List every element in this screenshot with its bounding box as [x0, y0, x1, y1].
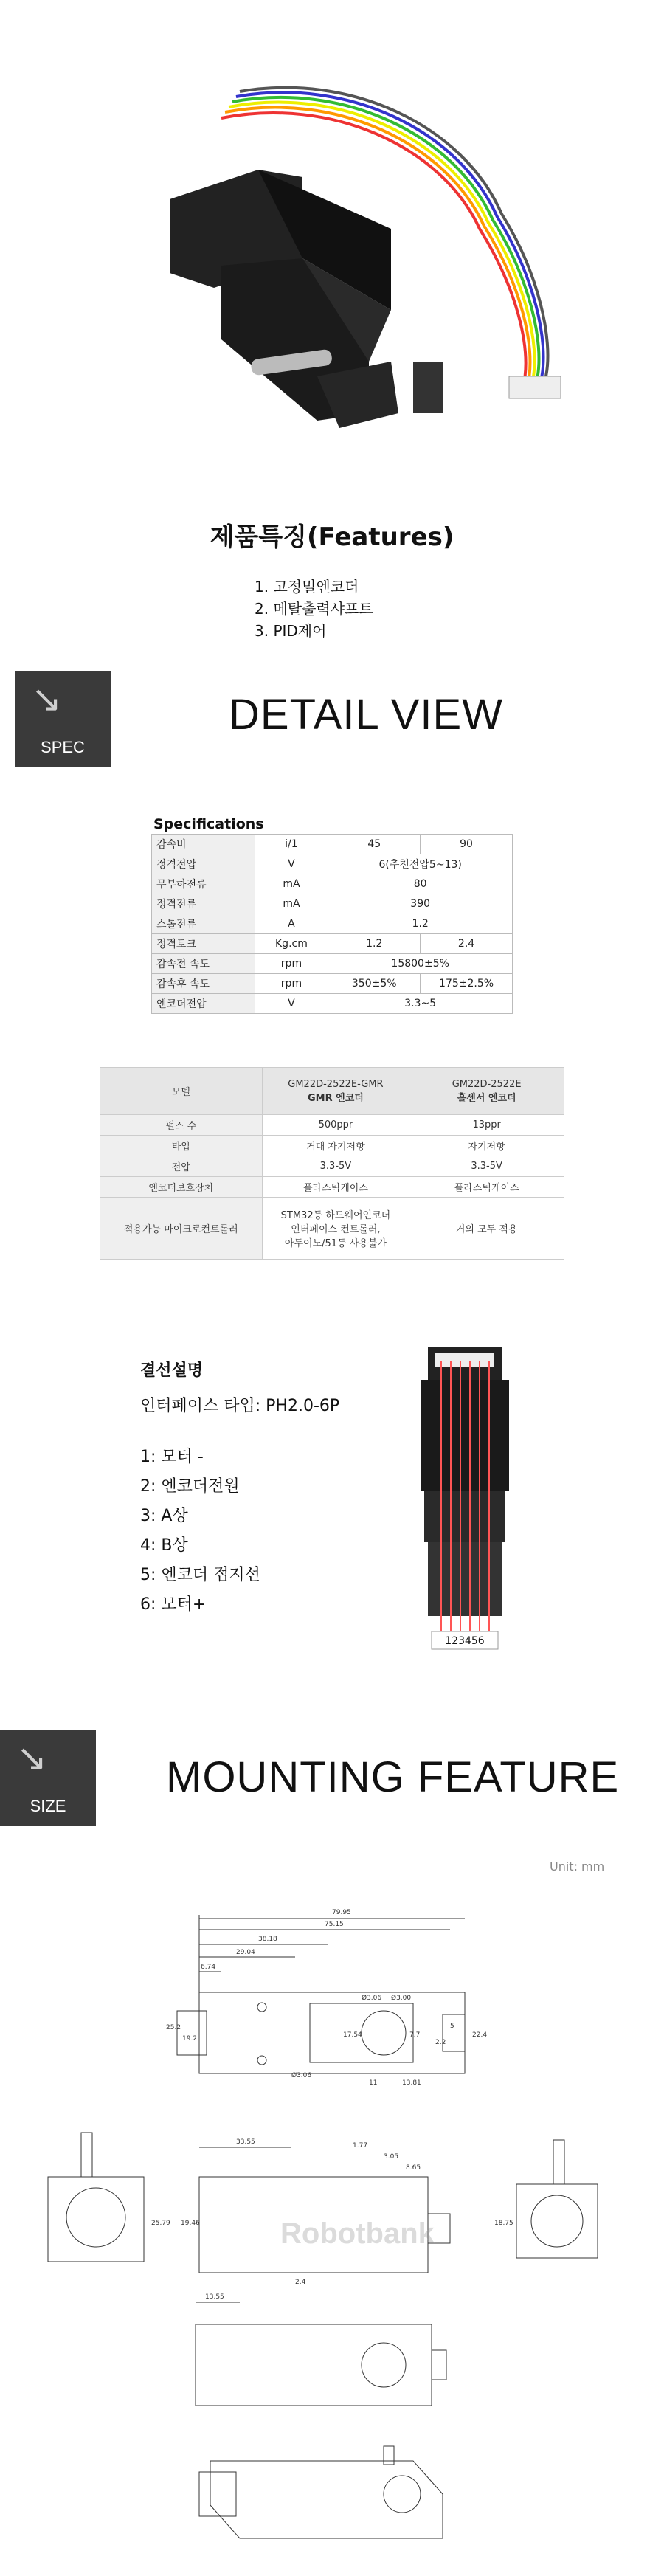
watermark: Robotbank: [280, 2217, 435, 2250]
cell: 90: [421, 835, 513, 854]
table-row: [100, 1115, 564, 1136]
pin-item: 3: A상: [140, 1507, 188, 1525]
cell: A: [255, 914, 328, 934]
cell: 3.3-5V: [409, 1156, 564, 1177]
wiring-title: 결선설명: [140, 1361, 204, 1380]
dim-label: 2.4: [295, 2279, 306, 2286]
pin-list: [140, 1443, 260, 1620]
table-row: [152, 994, 513, 1014]
row-label: 적용가능 마이크로컨트롤러: [100, 1198, 263, 1260]
col-gmr: [262, 1068, 409, 1115]
table-row: [152, 934, 513, 954]
cell: 80: [328, 874, 513, 894]
cell: 스톨전류: [152, 914, 255, 934]
cell: V: [255, 994, 328, 1014]
size-badge-label: SIZE: [30, 1797, 66, 1815]
table-row: [152, 874, 513, 894]
table-row: [152, 974, 513, 994]
arrow-down-right-icon: ↘: [31, 677, 62, 720]
cell: 감속전 속도: [152, 954, 255, 974]
hall-label: 홀센서 엔코더: [457, 1092, 516, 1104]
cell-line: STM32등 하드웨어인코더: [280, 1210, 391, 1221]
dim-label: 79.95: [332, 1909, 351, 1916]
pin-item: 6: 모터+: [140, 1595, 207, 1614]
table-row: [152, 954, 513, 974]
cell: 정격전류: [152, 894, 255, 914]
dim-label: 1.77: [353, 2142, 368, 2149]
dim-label: 75.15: [325, 1921, 344, 1928]
specifications-table: [151, 834, 513, 1014]
cell: 플라스틱케이스: [262, 1177, 409, 1198]
dim-label: 33.55: [236, 2138, 255, 2146]
cell: rpm: [255, 954, 328, 974]
cell: rpm: [255, 974, 328, 994]
dim-label: 2.2: [435, 2039, 446, 2046]
dim-label: 7.7: [409, 2031, 421, 2039]
cell: 엔코더전압: [152, 994, 255, 1014]
dim-label: 8.65: [406, 2164, 421, 2172]
table-row: [152, 835, 513, 854]
cell: 2.4: [421, 934, 513, 954]
cell: 플라스틱케이스: [409, 1177, 564, 1198]
cell: 정격전압: [152, 854, 255, 874]
col-model: 모델: [100, 1068, 263, 1115]
cell: 3.3~5: [328, 994, 513, 1014]
cell: mA: [255, 874, 328, 894]
features-list: [255, 576, 373, 642]
gmr-label: GMR 엔코더: [308, 1092, 364, 1104]
specifications-heading: Specifications: [153, 816, 264, 832]
cell: 6(추천전압5~13): [328, 854, 513, 874]
cell: Kg.cm: [255, 934, 328, 954]
dim-label: 3.05: [384, 2153, 399, 2161]
row-label: 전압: [100, 1156, 263, 1177]
dim-label: Ø3.06: [291, 2072, 312, 2079]
dim-label: 25.79: [151, 2220, 170, 2227]
encoder-comparison-table: [100, 1067, 564, 1260]
dim-label: 38.18: [258, 1936, 277, 1943]
connector-pinout-photo: [413, 1339, 516, 1657]
cell: 거의 모두 적용: [409, 1198, 564, 1260]
cell: i/1: [255, 835, 328, 854]
dim-label: 6.74: [201, 1964, 216, 1971]
dim-label: 17.54: [343, 2031, 362, 2039]
dim-label: 19.46: [181, 2220, 200, 2227]
product-photo: [148, 66, 605, 450]
cell: [262, 1198, 409, 1260]
dim-label: 11: [369, 2079, 378, 2087]
spec-badge: [15, 671, 111, 767]
hall-model: GM22D-2522E: [452, 1078, 522, 1090]
table-row: [152, 914, 513, 934]
pin-item: 4: B상: [140, 1536, 188, 1555]
cell: V: [255, 854, 328, 874]
cell: 500ppr: [262, 1115, 409, 1136]
feature-item: 2. 메탈출력샤프트: [255, 600, 373, 618]
cell: 175±2.5%: [421, 974, 513, 994]
table-row: [152, 894, 513, 914]
unit-label: Unit: mm: [550, 1860, 605, 1874]
table-row: [100, 1198, 564, 1260]
cell: 390: [328, 894, 513, 914]
cell: 정격토크: [152, 934, 255, 954]
cell: 무부하전류: [152, 874, 255, 894]
table-row: [100, 1136, 564, 1156]
cell: mA: [255, 894, 328, 914]
arrow-down-right-icon: ↘: [16, 1736, 47, 1779]
dim-label: 25.2: [166, 2024, 181, 2031]
cell: 350±5%: [328, 974, 421, 994]
cell: 1.2: [328, 934, 421, 954]
col-hall: [409, 1068, 564, 1115]
interface-type: 인터페이스 타입: PH2.0-6P: [140, 1397, 340, 1415]
table-row: [152, 854, 513, 874]
cell: 1.2: [328, 914, 513, 934]
dim-label: 18.75: [494, 2220, 513, 2227]
dim-label: 22.4: [472, 2031, 488, 2039]
cell: 감속비: [152, 835, 255, 854]
dimension-drawings: [0, 1889, 664, 2568]
table-row: [100, 1156, 564, 1177]
pin-item: 5: 엔코더 접지선: [140, 1566, 260, 1584]
cell-line: 인터페이스 컨트롤러,: [291, 1224, 381, 1235]
dim-label: Ø3.00: [391, 1995, 412, 2002]
cell: 15800±5%: [328, 954, 513, 974]
dim-label: 29.04: [236, 1949, 255, 1956]
dim-label: 19.2: [182, 2035, 198, 2043]
feature-item: 3. PID제어: [255, 622, 327, 640]
feature-item: 1. 고정밀엔코더: [255, 578, 359, 595]
size-badge: [0, 1730, 96, 1826]
dim-label: Ø3.06: [362, 1995, 382, 2002]
cell: 13ppr: [409, 1115, 564, 1136]
features-title: 제품특징(Features): [210, 522, 454, 552]
spec-badge-label: SPEC: [41, 738, 85, 756]
row-label: 펄스 수: [100, 1115, 263, 1136]
detail-view-title: DETAIL VIEW: [229, 691, 503, 739]
cell: 자기저항: [409, 1136, 564, 1156]
row-label: 타입: [100, 1136, 263, 1156]
mounting-feature-title: MOUNTING FEATURE: [166, 1753, 620, 1801]
dim-label: 13.81: [402, 2079, 421, 2087]
gmr-model: GM22D-2522E-GMR: [288, 1078, 384, 1090]
dim-label: 13.55: [205, 2293, 224, 2301]
pin-item: 1: 모터 -: [140, 1448, 204, 1466]
cell: 거대 자기저항: [262, 1136, 409, 1156]
dim-label: 5: [450, 2023, 454, 2030]
row-label: 엔코더보호장치: [100, 1177, 263, 1198]
cell: 45: [328, 835, 421, 854]
cell-line: 아두이노/51등 사용불가: [284, 1238, 387, 1249]
table-row: [100, 1177, 564, 1198]
cell: 감속후 속도: [152, 974, 255, 994]
pin-item: 2: 엔코더전원: [140, 1477, 240, 1496]
pin-number-label: 123456: [445, 1635, 485, 1647]
cell: 3.3-5V: [262, 1156, 409, 1177]
